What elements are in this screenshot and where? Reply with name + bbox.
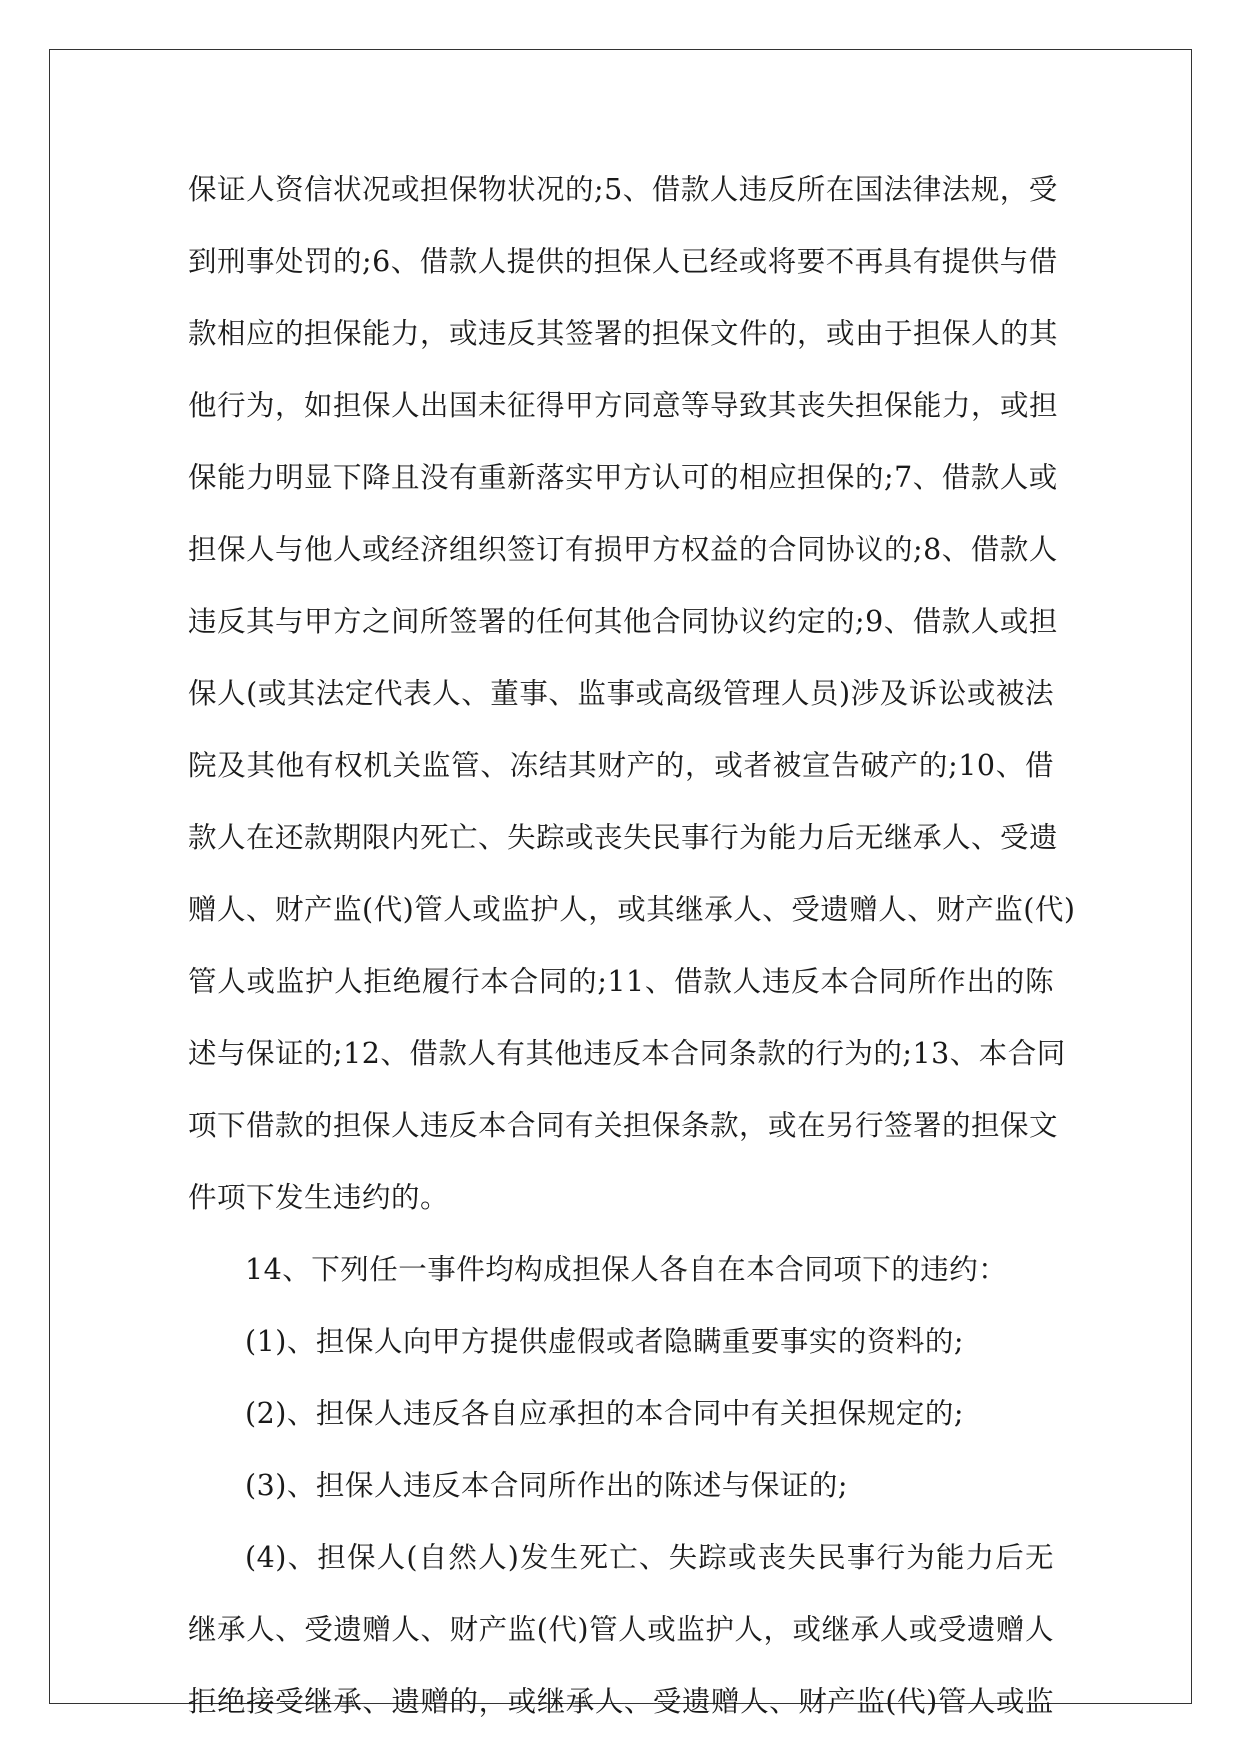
document-body — [188, 162, 1076, 1746]
text-line: 款人在还款期限内死亡、失踪或丧失民事行为能力后无继承人、受遗 — [188, 821, 1059, 854]
text-line: 件项下发生违约的。 — [188, 1181, 450, 1214]
text-line: 管人或监护人拒绝履行本合同的;11、借款人违反本合同所作出的陈 — [188, 965, 1054, 998]
text-line: 他行为，如担保人出国未征得甲方同意等导致其丧失担保能力，或担 — [188, 389, 1059, 422]
text-line: 款相应的担保能力，或违反其签署的担保文件的，或由于担保人的其 — [188, 317, 1059, 350]
text-line: 保能力明显下降且没有重新落实甲方认可的相应担保的;7、借款人或 — [188, 461, 1058, 494]
text-line: (4)、担保人(自然人)发生死亡、失踪或丧失民事行为能力后无 — [245, 1541, 1054, 1574]
text-line: (2)、担保人违反各自应承担的本合同中有关担保规定的; — [245, 1397, 964, 1430]
text-line: 14、下列任一事件均构成担保人各自在本合同项下的违约： — [245, 1253, 1008, 1286]
text-line: 拒绝接受继承、遗赠的，或继承人、受遗赠人、财产监(代)管人或监 — [188, 1685, 1054, 1718]
text-line: 项下借款的担保人违反本合同有关担保条款，或在另行签署的担保文 — [188, 1109, 1059, 1142]
text-line: 继承人、受遗赠人、财产监(代)管人或监护人，或继承人或受遗赠人 — [188, 1613, 1054, 1646]
text-line: 保人(或其法定代表人、董事、监事或高级管理人员)涉及诉讼或被法 — [188, 677, 1054, 710]
text-line: 赠人、财产监(代)管人或监护人，或其继承人、受遗赠人、财产监(代) — [188, 893, 1076, 926]
text-line: 担保人与他人或经济组织签订有损甲方权益的合同协议的;8、借款人 — [188, 533, 1058, 566]
text-line: (1)、担保人向甲方提供虚假或者隐瞒重要事实的资料的; — [245, 1325, 964, 1358]
text-line: 述与保证的;12、借款人有其他违反本合同条款的行为的;13、本合同 — [188, 1037, 1066, 1070]
text-line: 到刑事处罚的;6、借款人提供的担保人已经或将要不再具有提供与借 — [188, 245, 1058, 278]
text-line: 违反其与甲方之间所签署的任何其他合同协议约定的;9、借款人或担 — [188, 605, 1058, 638]
text-line: 院及其他有权机关监管、冻结其财产的，或者被宣告破产的;10、借 — [188, 749, 1054, 782]
text-line: (3)、担保人违反本合同所作出的陈述与保证的; — [245, 1469, 848, 1502]
text-line: 保证人资信状况或担保物状况的;5、借款人违反所在国法律法规，受 — [188, 173, 1058, 206]
